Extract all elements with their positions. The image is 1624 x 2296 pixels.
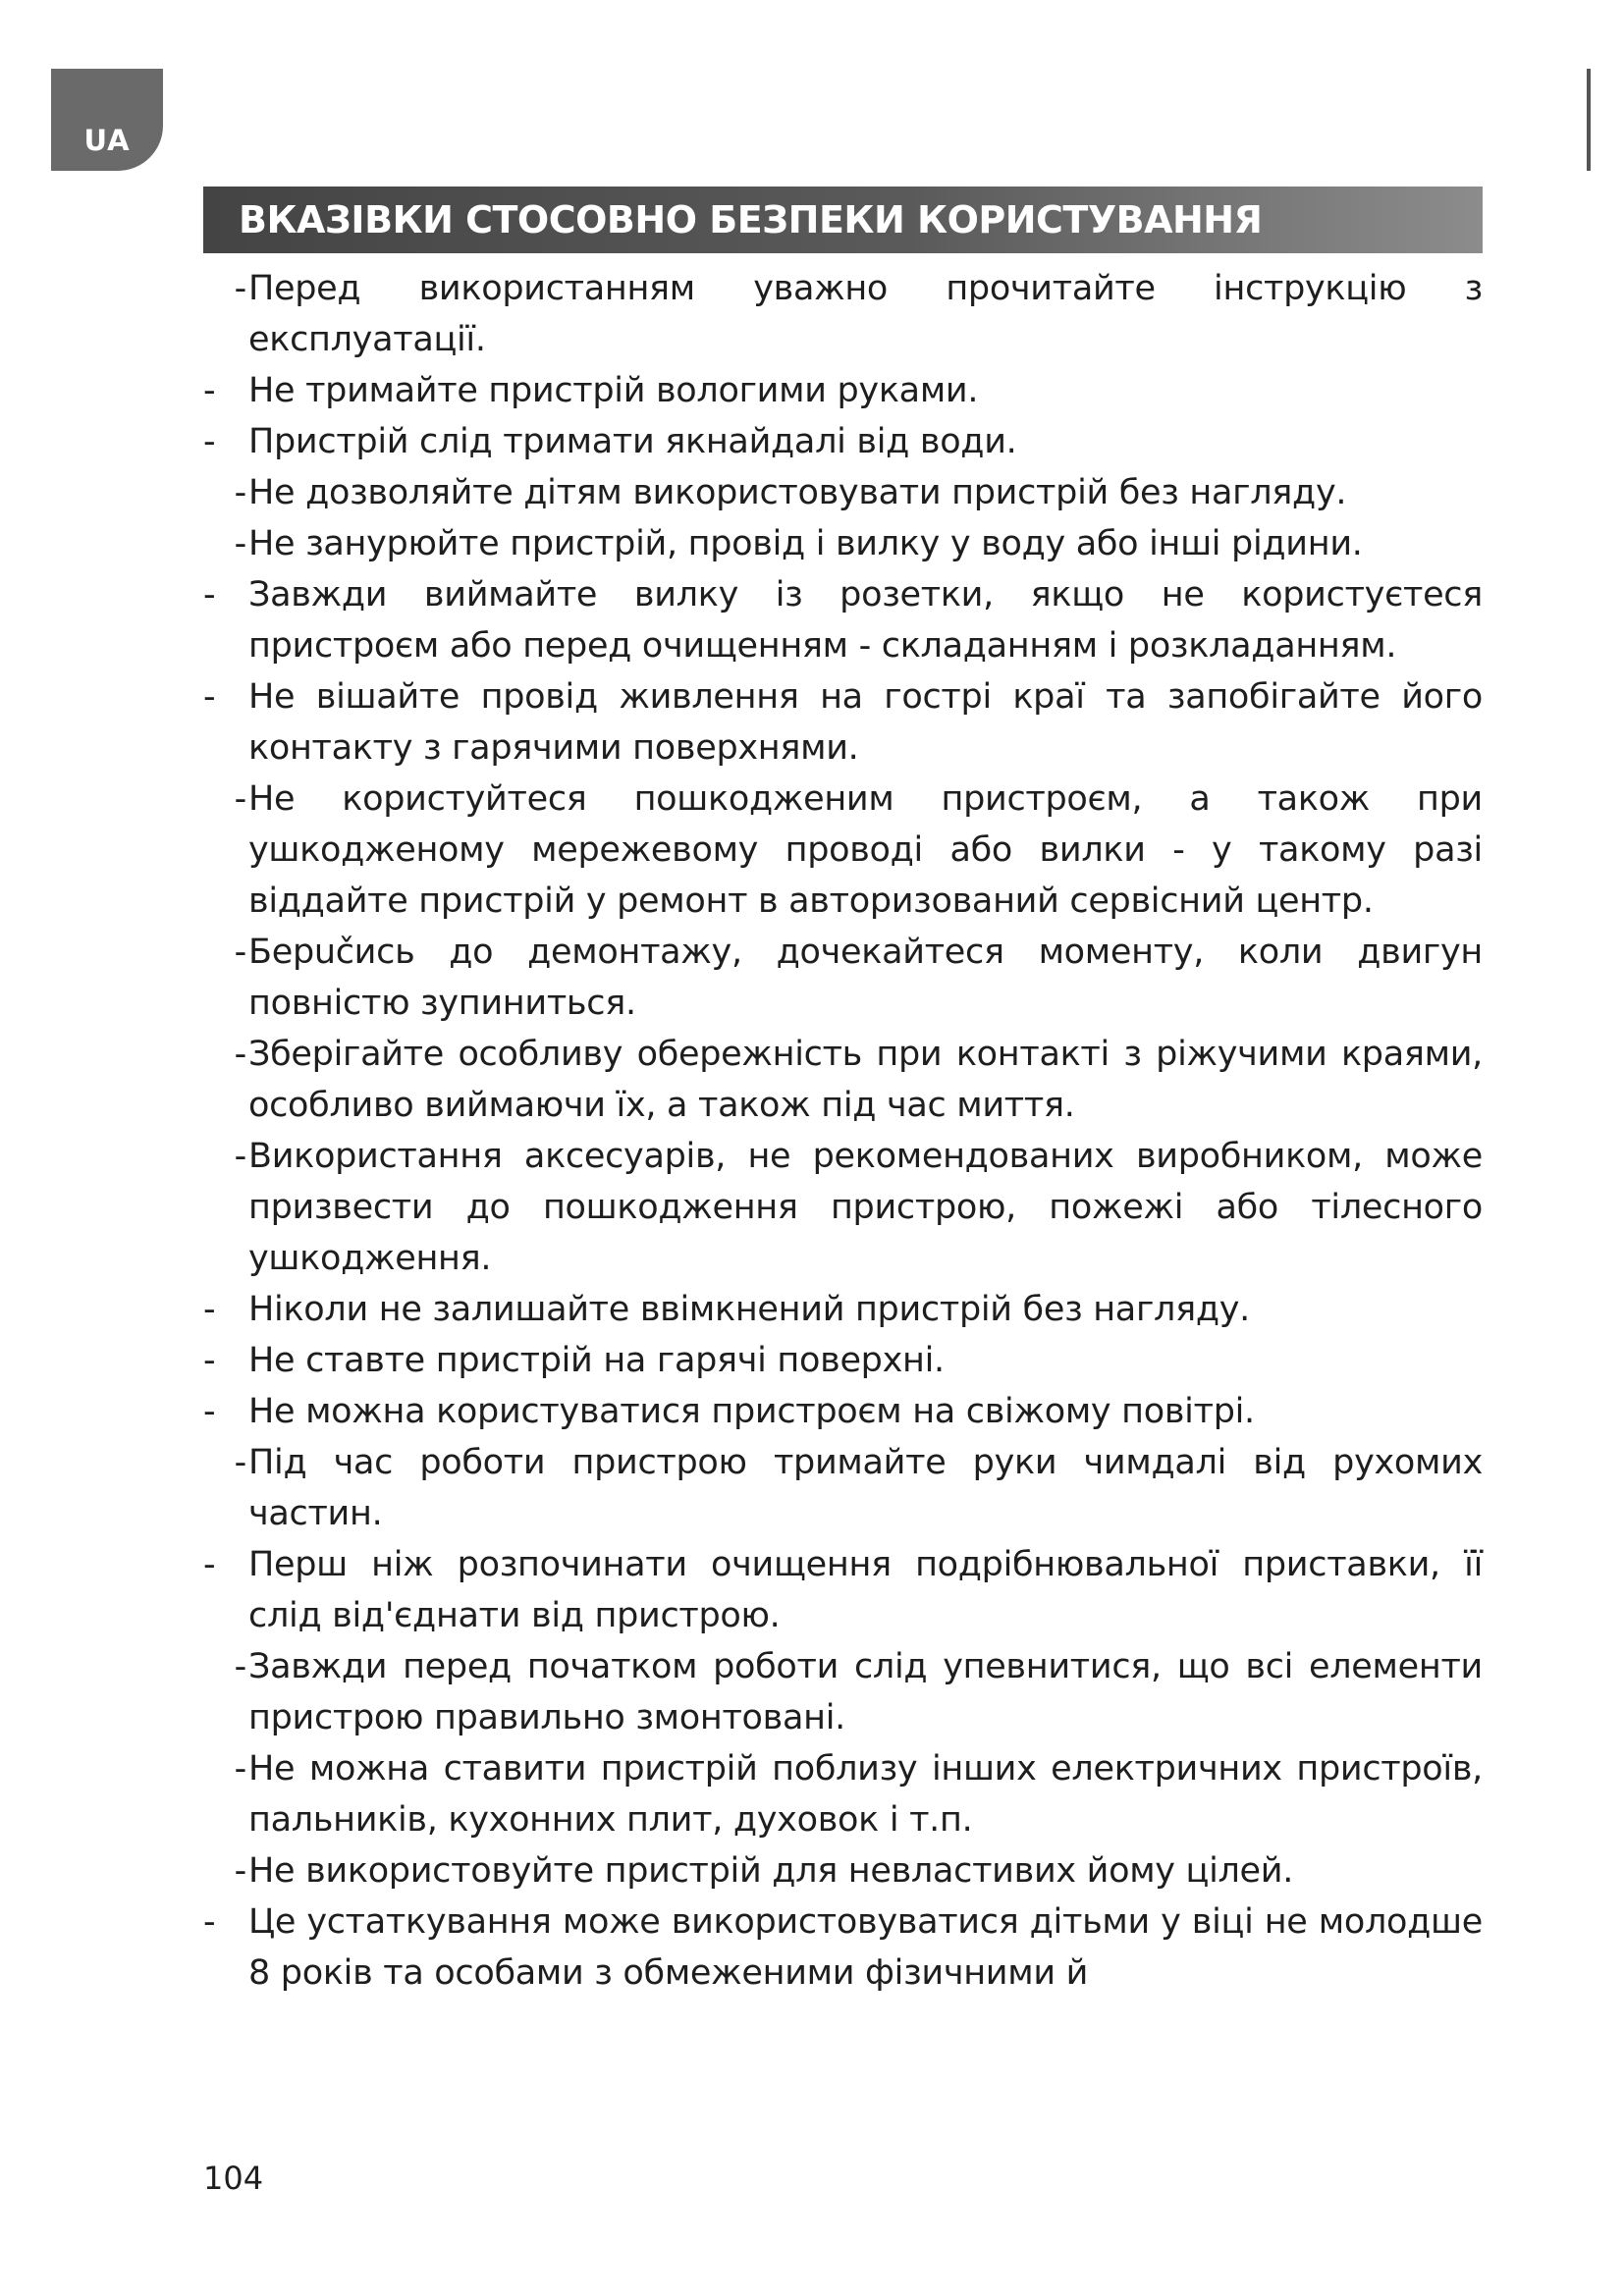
- bullet-dash: -: [203, 1341, 216, 1380]
- list-item-text: Не можна користуватися пристроєм на свіжому повітрі.: [248, 1392, 1255, 1431]
- bullet-dash: -: [234, 269, 246, 308]
- list-item: [203, 1437, 1483, 1539]
- list-item: [203, 774, 1483, 927]
- bullet-dash: -: [234, 1647, 246, 1686]
- list-item-text: Берučись до демонтажу, дочекайтеся моменту, коли двигун повністю зупиниться.: [248, 933, 1483, 1023]
- list-item-text: Перш ніж розпочинати очищення подрібнювальної приставки, її слід від'єднати від пристрою.: [248, 1545, 1483, 1635]
- list-item-text: Не можна ставити пристрій поблизу інших електричних пристроїв, пальників, кухонних плит, духовок і т.п.: [248, 1749, 1483, 1840]
- list-item: [203, 518, 1483, 569]
- list-item: [203, 365, 1483, 416]
- bullet-dash: -: [234, 933, 246, 972]
- bullet-dash: -: [203, 371, 216, 410]
- list-item-text: Не занурюйте пристрій, провід і вилку у воду або інші рідини.: [248, 524, 1363, 563]
- language-label: UA: [83, 124, 131, 157]
- list-item-text: Не тримайте пристрій вологими руками.: [248, 371, 979, 410]
- bullet-dash: -: [234, 779, 246, 819]
- bullet-dash: -: [203, 422, 216, 461]
- list-item-text: Ніколи не залишайте ввімкнений пристрій без нагляду.: [248, 1290, 1250, 1329]
- page-edge-marker: [1587, 69, 1591, 171]
- bullet-dash: -: [203, 1392, 216, 1431]
- list-item-text: Використання аксесуарів, не рекомендованих виробником, може призвести до пошкодження пристрою, пожежі або тілесного ушкодження.: [248, 1137, 1483, 1278]
- list-item-text: Завжди виймайте вилку із розетки, якщо не користуєтеся пристроєм або перед очищенням - складанням і розкладанням.: [248, 575, 1483, 666]
- list-item: [203, 1284, 1483, 1335]
- list-item-text: Зберігайте особливу обережність при контакті з ріжучими краями, особливо виймаючи їх, а також під час миття.: [248, 1035, 1483, 1125]
- language-tab: [51, 69, 163, 171]
- list-item-text: Не вішайте провід живлення на гострі краї та запобігайте його контакту з гарячими поверхнями.: [248, 677, 1483, 768]
- list-item-text: Не використовуйте пристрій для невластивих йому цілей.: [248, 1851, 1294, 1891]
- list-item-text: Не дозволяйте дітям використовувати пристрій без нагляду.: [248, 473, 1347, 512]
- list-item-text: Це устаткування може використовуватися дітьми у віці не молодше 8 років та особами з обмеженими фізичними й: [248, 1902, 1483, 1993]
- list-item: [203, 1743, 1483, 1845]
- list-item: [203, 263, 1483, 365]
- section-title: ВКАЗІВКИ СТОСОВНО БЕЗПЕКИ КОРИСТУВАННЯ: [203, 187, 1483, 253]
- bullet-dash: -: [203, 1290, 216, 1329]
- list-item: [203, 1845, 1483, 1896]
- list-item: [203, 927, 1483, 1029]
- list-item: [203, 467, 1483, 518]
- list-item: [203, 1029, 1483, 1131]
- list-item: [203, 1386, 1483, 1437]
- list-item-text: Завжди перед початком роботи слід упевнитися, що всі елементи пристрою правильно змонтовані.: [248, 1647, 1483, 1737]
- list-item-text: Перед використанням уважно прочитайте інструкцію з експлуатації.: [248, 269, 1483, 359]
- bullet-dash: -: [234, 1749, 246, 1789]
- list-item: [203, 1335, 1483, 1386]
- list-item: [203, 416, 1483, 467]
- bullet-dash: -: [234, 1851, 246, 1891]
- bullet-dash: -: [203, 1902, 216, 1942]
- bullet-dash: -: [203, 575, 216, 614]
- bullet-dash: -: [234, 1443, 246, 1482]
- list-item-text: Під час роботи пристрою тримайте руки чимдалі від рухомих частин.: [248, 1443, 1483, 1533]
- list-item: [203, 569, 1483, 671]
- safety-instructions-list: [203, 263, 1483, 1999]
- list-item: [203, 1641, 1483, 1743]
- bullet-dash: -: [234, 473, 246, 512]
- list-item-text: Пристрій слід тримати якнайдалі від води.: [248, 422, 1017, 461]
- bullet-dash: -: [234, 524, 246, 563]
- list-item: [203, 1539, 1483, 1641]
- list-item-text: Не користуйтеся пошкодженим пристроєм, а також при ушкодженому мережевому проводі або вилки - у такому разі віддайте пристрій у ремонт в авторизований сервісний центр.: [248, 779, 1483, 921]
- list-item: [203, 1896, 1483, 1999]
- bullet-dash: -: [234, 1137, 246, 1176]
- bullet-dash: -: [203, 677, 216, 717]
- list-item: [203, 1131, 1483, 1284]
- list-item-text: Не ставте пристрій на гарячі поверхні.: [248, 1341, 945, 1380]
- bullet-dash: -: [234, 1035, 246, 1074]
- list-item: [203, 671, 1483, 774]
- page-number: 104: [203, 2160, 264, 2197]
- bullet-dash: -: [203, 1545, 216, 1584]
